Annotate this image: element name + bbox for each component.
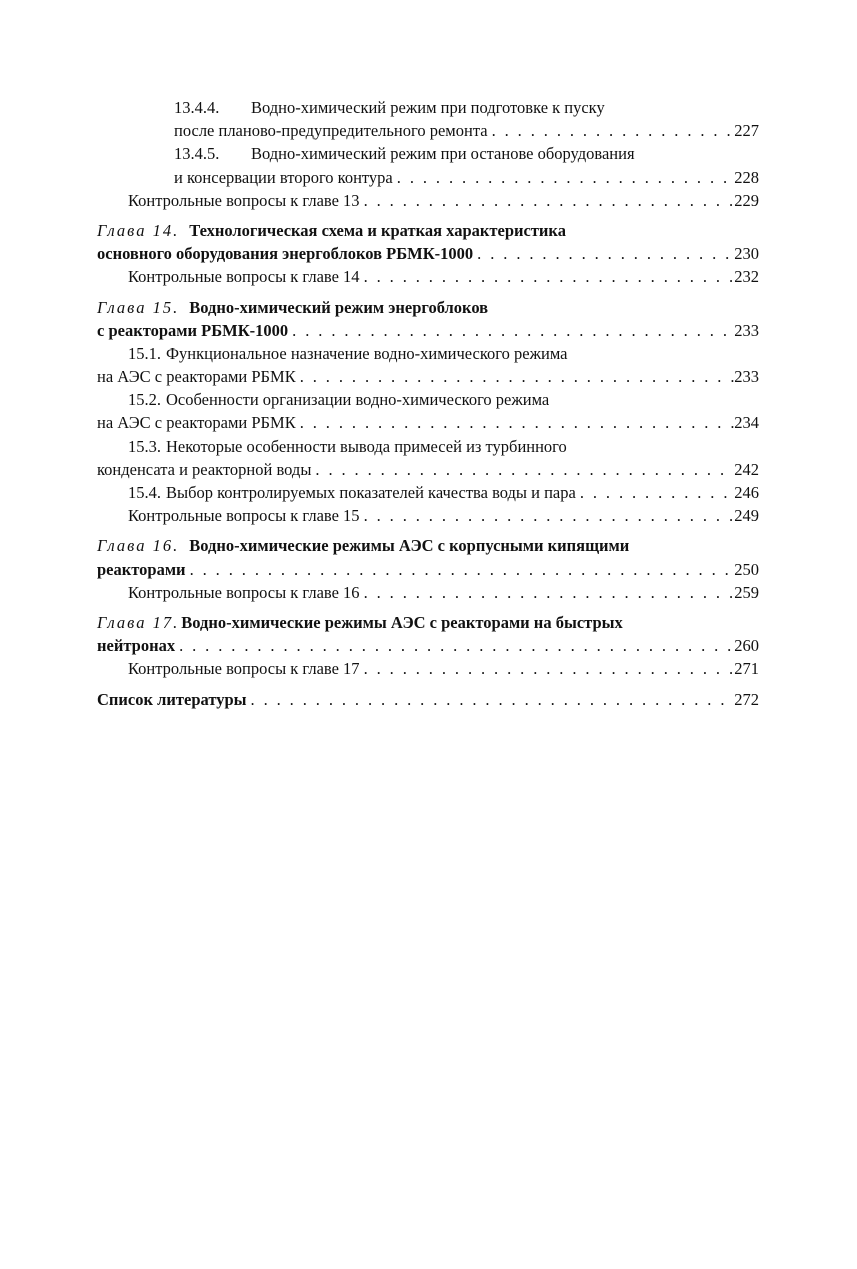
section-title: Водно-химический режим при останове оборудования: [251, 144, 635, 164]
section-title: Некоторые особенности вывода примесей из турбинного: [166, 436, 567, 456]
section-title-continued: конденсата и реакторной воды: [97, 459, 312, 479]
chapter-title: Технологическая схема и краткая характеристика: [189, 220, 566, 240]
page-number: 272: [734, 689, 759, 709]
toc-chapter-15-line1: [97, 296, 759, 319]
dot-leader: [360, 189, 735, 212]
chapter-title-continued: реакторами: [97, 559, 186, 579]
section-title: Особенности организации водно-химического режима: [166, 390, 550, 410]
section-title: Контрольные вопросы к главе 14: [128, 267, 360, 287]
page-number: 234: [734, 413, 759, 433]
section-title-continued: и консервации второго контура: [174, 167, 393, 187]
section-number: 13.4.5.: [174, 144, 220, 164]
page-number: 250: [734, 559, 759, 579]
section-title: Контрольные вопросы к главе 16: [128, 582, 360, 602]
toc-entry-15-1-line2[interactable]: [97, 365, 759, 388]
chapter-title-continued: основного оборудования энергоблоков РБМК-1000: [97, 244, 474, 264]
chapter-title: Водно-химические режимы АЭС с реакторами на быстрых: [181, 612, 623, 632]
dot-leader: [360, 265, 735, 288]
chapter-title: Водно-химические режимы АЭС с корпусными кипящими: [189, 536, 630, 556]
chapter-title: Водно-химический режим энергоблоков: [189, 297, 489, 317]
dot-leader: [360, 504, 735, 527]
page-number: 271: [734, 659, 759, 679]
page-number: 260: [734, 636, 759, 656]
toc-chapter-16-line2[interactable]: [97, 558, 759, 581]
section-number: 15.3.: [128, 436, 161, 456]
section-title: Водно-химический режим при подготовке к пуску: [251, 98, 605, 117]
toc-entry-questions-16[interactable]: [97, 581, 759, 604]
section-title-continued: на АЭС с реакторами РБМК: [97, 367, 296, 387]
section-title: Контрольные вопросы к главе 13: [128, 190, 360, 210]
dot-leader: [360, 581, 735, 604]
section-title: Список литературы: [97, 689, 247, 709]
dot-leader: [296, 365, 735, 388]
section-title: Функциональное назначение водно-химического режима: [166, 343, 568, 363]
section-number: 13.4.4.: [174, 98, 220, 117]
section-number: 15.1.: [128, 343, 161, 363]
chapter-label: Глава 17.: [97, 612, 180, 632]
page-number: 249: [734, 506, 759, 526]
chapter-title-continued: с реакторами РБМК-1000: [97, 320, 289, 340]
toc-chapter-16-line1: [97, 534, 759, 557]
table-of-contents: [97, 96, 759, 711]
toc-entry-13-4-4-line2[interactable]: [97, 119, 759, 142]
page-number: 228: [734, 167, 759, 187]
toc-entry-questions-14[interactable]: [97, 265, 759, 288]
toc-entry-13-4-5-line1: [97, 142, 759, 165]
section-title-continued: после планово-предупредительного ремонта: [174, 121, 488, 141]
toc-entry-questions-13[interactable]: [97, 189, 759, 212]
toc-chapter-17-line2[interactable]: [97, 634, 759, 657]
dot-leader: [488, 119, 735, 142]
toc-entry-13-4-4-line1: [97, 96, 759, 119]
dot-leader: [360, 657, 735, 680]
toc-entry-15-4[interactable]: [97, 481, 759, 504]
page-number: 259: [734, 582, 759, 602]
toc-entry-15-3-line2[interactable]: [97, 458, 759, 481]
toc-entry-questions-17[interactable]: [97, 657, 759, 680]
dot-leader: [186, 558, 735, 581]
toc-entry-13-4-5-line2[interactable]: [97, 166, 759, 189]
dot-leader: [288, 319, 734, 342]
section-title: Контрольные вопросы к главе 17: [128, 659, 360, 679]
dot-leader: [473, 242, 734, 265]
chapter-label: Глава 15.: [97, 297, 180, 317]
toc-entry-15-1-line1: [97, 342, 759, 365]
page-number: 242: [734, 459, 759, 479]
toc-entry-15-2-line2[interactable]: [97, 411, 759, 434]
section-title-continued: на АЭС с реакторами РБМК: [97, 413, 296, 433]
chapter-label: Глава 16.: [97, 536, 180, 556]
section-title: Контрольные вопросы к главе 15: [128, 506, 360, 526]
toc-entry-15-3-line1: [97, 435, 759, 458]
toc-entry-15-2-line1: [97, 388, 759, 411]
chapter-label: Глава 14.: [97, 220, 180, 240]
page-number: 232: [734, 267, 759, 287]
dot-leader: [311, 458, 734, 481]
toc-chapter-14-line2[interactable]: [97, 242, 759, 265]
toc-entry-literature[interactable]: [97, 688, 759, 711]
page-number: 233: [734, 320, 759, 340]
page-number: 229: [734, 190, 759, 210]
toc-entry-questions-15[interactable]: [97, 504, 759, 527]
section-number: 15.4.: [128, 483, 161, 502]
chapter-title-continued: нейтронах: [97, 636, 176, 656]
dot-leader: [576, 481, 734, 504]
page-number: 230: [734, 244, 759, 264]
dot-leader: [296, 411, 735, 434]
toc-chapter-15-line2[interactable]: [97, 319, 759, 342]
dot-leader: [393, 166, 734, 189]
page-number: 246: [734, 483, 759, 502]
dot-leader: [247, 688, 735, 711]
page-number: 233: [734, 367, 759, 387]
section-number: 15.2.: [128, 390, 161, 410]
section-title: Выбор контролируемых показателей качества воды и пара: [166, 483, 576, 502]
toc-chapter-17-line1: [97, 611, 759, 634]
dot-leader: [175, 634, 734, 657]
toc-chapter-14-line1: [97, 219, 759, 242]
page-number: 227: [734, 121, 759, 141]
